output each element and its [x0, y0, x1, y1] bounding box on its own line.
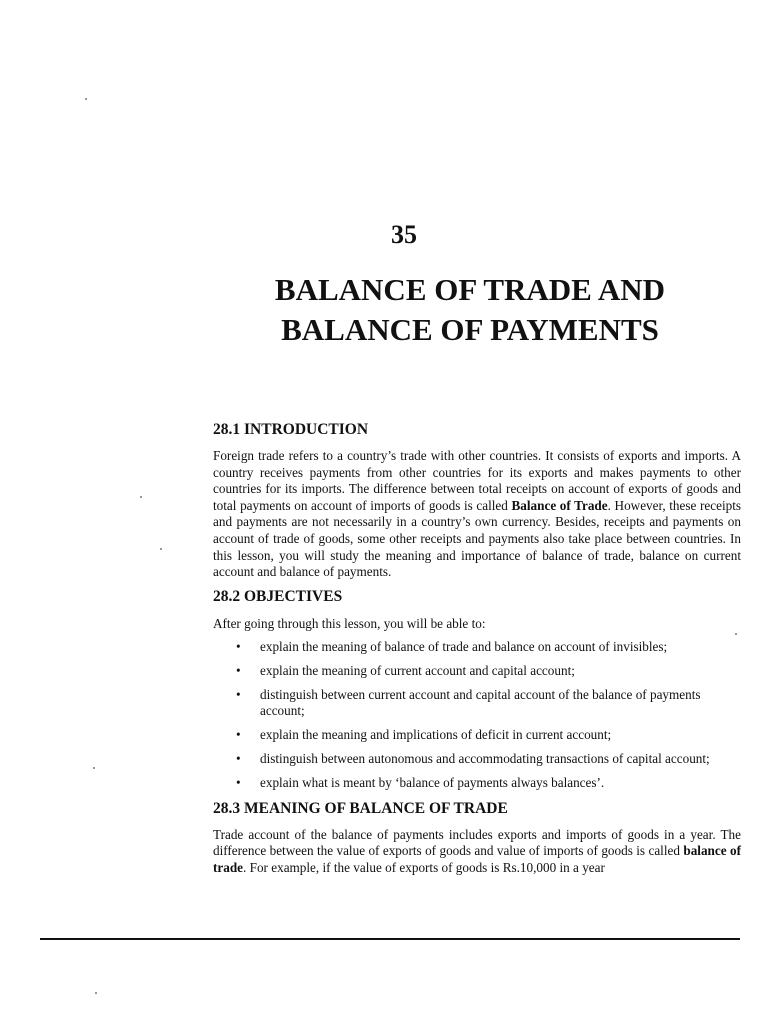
objective-text: explain what is meant by ‘balance of payments always balances’.	[260, 774, 605, 790]
introduction-bold-term: Balance of Trade	[511, 497, 608, 513]
chapter-title	[230, 270, 710, 350]
objective-item	[213, 663, 741, 679]
objective-item	[213, 751, 741, 767]
scan-speck	[85, 98, 87, 100]
objective-text: distinguish between autonomous and accommodating transactions of capital account;	[260, 750, 710, 766]
chapter-title-line-1: BALANCE OF TRADE AND	[274, 272, 666, 307]
bullet-icon: •	[236, 638, 241, 654]
scan-speck	[140, 496, 142, 498]
objective-text: explain the meaning of balance of trade and balance on account of invisibles;	[260, 638, 668, 654]
chapter-title-line-2: BALANCE OF PAYMENTS	[281, 312, 659, 347]
bullet-icon: •	[236, 774, 241, 790]
objective-item	[213, 687, 741, 719]
objective-text: explain the meaning and implications of deficit in current account;	[260, 726, 612, 742]
section-heading-meaning: 28.3 MEANING OF BALANCE OF TRADE	[213, 799, 508, 817]
scan-speck	[160, 548, 162, 550]
objectives-list	[213, 639, 741, 791]
objectives-intro: After going through this lesson, you will be able to:	[213, 615, 486, 631]
objective-item	[213, 639, 741, 655]
lesson-content	[213, 420, 741, 883]
introduction-paragraph	[213, 448, 741, 581]
meaning-paragraph	[213, 827, 741, 877]
scan-speck	[95, 992, 97, 994]
introduction-text-end: . However, these receipts and payments are not necessarily in a country’s own currency. Besides, receipts and payments on account of trade of goods, some other receipts and payments also take place between countries. In this lesson, you will study the meaning and importance of balance of trade, balance on current account and balance of payments.	[213, 497, 741, 580]
meaning-bold-term: balance of trade	[213, 843, 741, 875]
page-bottom-rule	[40, 938, 740, 940]
bullet-icon: •	[236, 750, 241, 766]
bullet-icon: •	[236, 662, 241, 678]
section-heading-objectives: 28.2 OBJECTIVES	[213, 587, 343, 605]
meaning-text-end: . For example, if the value of exports of goods is Rs.10,000 in a year	[243, 859, 605, 875]
objective-text: distinguish between current account and capital account of the balance of payments account;	[260, 686, 701, 718]
section-heading-introduction: 28.1 INTRODUCTION	[213, 421, 369, 438]
bullet-icon: •	[236, 686, 241, 702]
objective-text: explain the meaning of current account and capital account;	[260, 662, 575, 678]
bullet-icon: •	[236, 726, 241, 742]
scan-speck	[93, 767, 95, 769]
meaning-text-start: Trade account of the balance of payments includes exports and imports of goods in a year. The difference between the value of exports of goods and value of imports of goods is called	[213, 826, 741, 859]
introduction-text-start: Foreign trade refers to a country’s trade with other countries. It consists of exports and imports. A country receives payments from other countries for its exports and makes payments to other countries for its imports. The difference between total receipts on account of exports of goods and total payments on account of imports of goods is called	[213, 448, 741, 513]
chapter-number: 35	[391, 220, 417, 249]
scan-speck	[735, 633, 737, 635]
objective-item	[213, 727, 741, 743]
objective-item	[213, 775, 741, 791]
